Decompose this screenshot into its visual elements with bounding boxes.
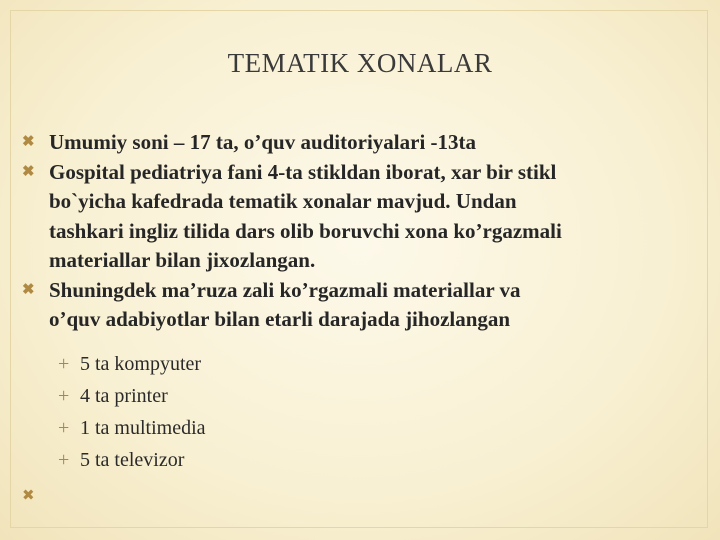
plus-bullet-icon: +: [58, 449, 70, 471]
bullet-item-2: [22, 158, 712, 276]
bullet-item-3: [22, 276, 712, 335]
slide-title: TEMATIK XONALAR: [227, 48, 493, 78]
x-mark-bullet-icon: ✖: [22, 163, 35, 180]
plus-bullet-icon: +: [58, 417, 70, 439]
bullet-line: tashkari ingliz tilida dars olib boruvchi xona ko’rgazmali: [49, 218, 562, 243]
sub-item-label: 4 ta printer: [80, 385, 168, 407]
bullet-item-1: [22, 128, 712, 158]
plus-bullet-icon: +: [58, 353, 70, 375]
sub-item-multimedia: [58, 412, 206, 444]
sub-item-printers: [58, 380, 206, 412]
x-mark-bullet-icon: ✖: [22, 281, 35, 298]
bullet-line: bo`yicha kafedrada tematik xonalar mavjud. Undan: [49, 189, 517, 213]
sub-item-label: 5 ta televizor: [80, 449, 185, 471]
sub-item-label: 5 ta kompyuter: [80, 353, 202, 375]
bullet-line: Umumiy soni – 17 ta, o’quv auditoriyalari -13ta: [49, 130, 477, 154]
sub-item-label: 1 ta multimedia: [80, 417, 206, 439]
bullet-line: Shuningdek ma’ruza zali ko’rgazmali materiallar va: [49, 277, 521, 302]
x-mark-bullet-icon: ✖: [22, 488, 35, 504]
sub-bullet-list: [58, 348, 206, 476]
x-mark-bullet-icon: ✖: [22, 134, 35, 150]
sub-item-televisions: [58, 444, 206, 476]
bullet-line: materiallar bilan jixozlangan.: [49, 248, 316, 272]
sub-item-computers: [58, 348, 206, 380]
plus-bullet-icon: +: [58, 385, 70, 407]
bullet-line: Gospital pediatriya fani 4-ta stikldan iborat, xar bir stikl: [49, 159, 557, 184]
bullet-line: o’quv adabiyotlar bilan etarli darajada jihozlangan: [49, 307, 511, 331]
bullet-list: [22, 128, 712, 335]
